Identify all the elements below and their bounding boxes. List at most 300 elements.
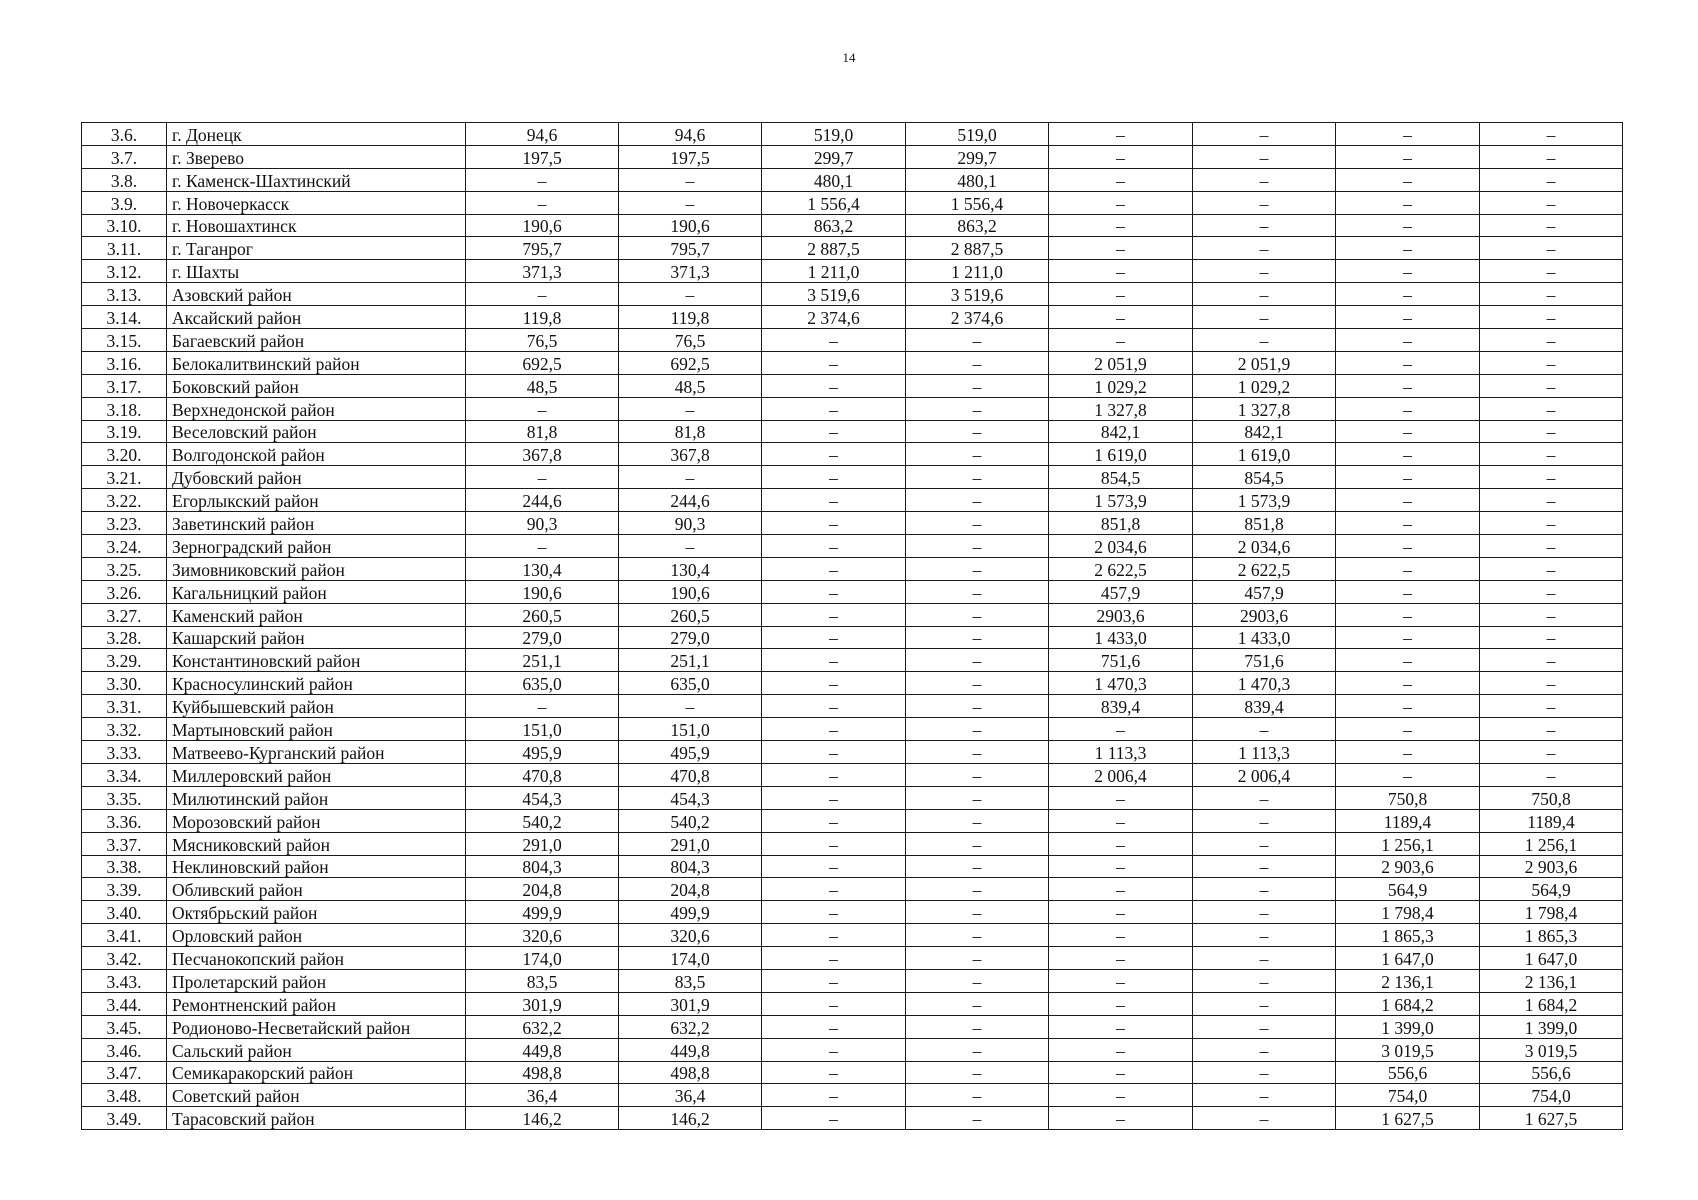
value-cell-1: –	[466, 695, 619, 718]
value-cell-5: –	[1049, 992, 1193, 1015]
value-cell-3: –	[762, 901, 906, 924]
row-number-cell: 3.9.	[82, 191, 167, 214]
row-number-cell: 3.27.	[82, 603, 167, 626]
value-cell-1: 251,1	[466, 649, 619, 672]
value-cell-1: 371,3	[466, 260, 619, 283]
value-cell-3: 2 887,5	[762, 237, 906, 260]
value-cell-8: –	[1480, 168, 1623, 191]
value-cell-6: 2903,6	[1193, 603, 1336, 626]
value-cell-8: 1 865,3	[1480, 924, 1623, 947]
value-cell-2: 174,0	[619, 947, 762, 970]
row-number-cell: 3.10.	[82, 214, 167, 237]
district-name-cell: Милютинский район	[167, 786, 466, 809]
value-cell-4: –	[906, 718, 1049, 741]
value-cell-1: 81,8	[466, 420, 619, 443]
value-cell-2: 367,8	[619, 443, 762, 466]
value-cell-5: –	[1049, 1015, 1193, 1038]
value-cell-2: 692,5	[619, 351, 762, 374]
table-row	[82, 763, 1623, 786]
value-cell-8: –	[1480, 695, 1623, 718]
row-number-cell: 3.6.	[82, 123, 167, 146]
value-cell-2: 119,8	[619, 306, 762, 329]
value-cell-4: –	[906, 580, 1049, 603]
value-cell-7: –	[1336, 123, 1480, 146]
row-number-cell: 3.26.	[82, 580, 167, 603]
row-number-cell: 3.17.	[82, 374, 167, 397]
table-row	[82, 832, 1623, 855]
value-cell-4: 519,0	[906, 123, 1049, 146]
value-cell-7: –	[1336, 535, 1480, 558]
table-row	[82, 947, 1623, 970]
value-cell-3: –	[762, 763, 906, 786]
district-name-cell: Мартыновский район	[167, 718, 466, 741]
value-cell-4: –	[906, 374, 1049, 397]
table-row	[82, 489, 1623, 512]
value-cell-5: –	[1049, 1038, 1193, 1061]
value-cell-1: 320,6	[466, 924, 619, 947]
value-cell-4: –	[906, 672, 1049, 695]
value-cell-6: 1 573,9	[1193, 489, 1336, 512]
value-cell-4: –	[906, 992, 1049, 1015]
value-cell-8: –	[1480, 603, 1623, 626]
value-cell-8: 556,6	[1480, 1061, 1623, 1084]
value-cell-2: 795,7	[619, 237, 762, 260]
value-cell-2: 499,9	[619, 901, 762, 924]
value-cell-7: –	[1336, 351, 1480, 374]
district-name-cell: Зерноградский район	[167, 535, 466, 558]
row-number-cell: 3.37.	[82, 832, 167, 855]
value-cell-7: 564,9	[1336, 878, 1480, 901]
value-cell-7: 1 627,5	[1336, 1107, 1480, 1130]
value-cell-5: –	[1049, 1061, 1193, 1084]
value-cell-1: 454,3	[466, 786, 619, 809]
value-cell-8: 1 798,4	[1480, 901, 1623, 924]
value-cell-2: 449,8	[619, 1038, 762, 1061]
value-cell-7: –	[1336, 557, 1480, 580]
value-cell-4: 1 211,0	[906, 260, 1049, 283]
value-cell-1: 76,5	[466, 329, 619, 352]
value-cell-4: –	[906, 1015, 1049, 1038]
district-name-cell: Обливский район	[167, 878, 466, 901]
row-number-cell: 3.44.	[82, 992, 167, 1015]
row-number-cell: 3.7.	[82, 145, 167, 168]
value-cell-7: –	[1336, 763, 1480, 786]
value-cell-3: –	[762, 535, 906, 558]
value-cell-1: 90,3	[466, 512, 619, 535]
value-cell-7: –	[1336, 214, 1480, 237]
value-cell-4: –	[906, 1107, 1049, 1130]
value-cell-1: 190,6	[466, 580, 619, 603]
value-cell-6: –	[1193, 947, 1336, 970]
value-cell-2: 260,5	[619, 603, 762, 626]
value-cell-7: –	[1336, 718, 1480, 741]
value-cell-4: –	[906, 603, 1049, 626]
district-name-cell: г. Зверево	[167, 145, 466, 168]
value-cell-3: –	[762, 580, 906, 603]
value-cell-4: 863,2	[906, 214, 1049, 237]
value-cell-5: –	[1049, 947, 1193, 970]
table-row	[82, 1107, 1623, 1130]
value-cell-3: –	[762, 878, 906, 901]
value-cell-5: 2 622,5	[1049, 557, 1193, 580]
value-cell-1: 692,5	[466, 351, 619, 374]
row-number-cell: 3.31.	[82, 695, 167, 718]
value-cell-4: –	[906, 901, 1049, 924]
district-name-cell: Верхнедонской район	[167, 397, 466, 420]
table-row	[82, 855, 1623, 878]
value-cell-6: 1 029,2	[1193, 374, 1336, 397]
value-cell-6: 751,6	[1193, 649, 1336, 672]
value-cell-6: –	[1193, 1061, 1336, 1084]
district-name-cell: Песчанокопский район	[167, 947, 466, 970]
table-row	[82, 580, 1623, 603]
row-number-cell: 3.46.	[82, 1038, 167, 1061]
district-name-cell: Ремонтненский район	[167, 992, 466, 1015]
district-name-cell: Константиновский район	[167, 649, 466, 672]
district-name-cell: Азовский район	[167, 283, 466, 306]
value-cell-2: 251,1	[619, 649, 762, 672]
value-cell-2: 146,2	[619, 1107, 762, 1130]
table-row	[82, 443, 1623, 466]
value-cell-4: –	[906, 397, 1049, 420]
row-number-cell: 3.8.	[82, 168, 167, 191]
value-cell-5: –	[1049, 718, 1193, 741]
row-number-cell: 3.15.	[82, 329, 167, 352]
value-cell-6: 1 327,8	[1193, 397, 1336, 420]
value-cell-7: –	[1336, 145, 1480, 168]
value-cell-3: –	[762, 718, 906, 741]
district-name-cell: Семикаракорский район	[167, 1061, 466, 1084]
value-cell-7: –	[1336, 260, 1480, 283]
value-cell-5: –	[1049, 924, 1193, 947]
value-cell-8: –	[1480, 306, 1623, 329]
row-number-cell: 3.39.	[82, 878, 167, 901]
value-cell-7: –	[1336, 191, 1480, 214]
value-cell-5: 2 034,6	[1049, 535, 1193, 558]
value-cell-7: 2 903,6	[1336, 855, 1480, 878]
row-number-cell: 3.22.	[82, 489, 167, 512]
value-cell-6: –	[1193, 191, 1336, 214]
value-cell-4: –	[906, 695, 1049, 718]
district-name-cell: Родионово-Несветайский район	[167, 1015, 466, 1038]
value-cell-8: –	[1480, 489, 1623, 512]
value-cell-6: 1 619,0	[1193, 443, 1336, 466]
table-row	[82, 191, 1623, 214]
value-cell-5: –	[1049, 969, 1193, 992]
row-number-cell: 3.30.	[82, 672, 167, 695]
value-cell-6: –	[1193, 924, 1336, 947]
value-cell-4: –	[906, 351, 1049, 374]
value-cell-5: 1 573,9	[1049, 489, 1193, 512]
district-name-cell: Волгодонской район	[167, 443, 466, 466]
district-name-cell: Советский район	[167, 1084, 466, 1107]
value-cell-8: –	[1480, 466, 1623, 489]
value-cell-2: 371,3	[619, 260, 762, 283]
value-cell-2: –	[619, 535, 762, 558]
value-cell-8: –	[1480, 626, 1623, 649]
table-row	[82, 351, 1623, 374]
value-cell-3: –	[762, 809, 906, 832]
district-name-cell: Егорлыкский район	[167, 489, 466, 512]
value-cell-7: 556,6	[1336, 1061, 1480, 1084]
value-cell-7: –	[1336, 649, 1480, 672]
district-name-cell: Кагальницкий район	[167, 580, 466, 603]
value-cell-7: –	[1336, 695, 1480, 718]
value-cell-4: –	[906, 1084, 1049, 1107]
table-row	[82, 786, 1623, 809]
value-cell-7: 1 256,1	[1336, 832, 1480, 855]
district-name-cell: Неклиновский район	[167, 855, 466, 878]
table-row	[82, 626, 1623, 649]
value-cell-1: 499,9	[466, 901, 619, 924]
value-cell-7: –	[1336, 512, 1480, 535]
value-cell-4: –	[906, 443, 1049, 466]
value-cell-3: –	[762, 626, 906, 649]
value-cell-5: –	[1049, 260, 1193, 283]
value-cell-4: –	[906, 466, 1049, 489]
value-cell-2: 495,9	[619, 741, 762, 764]
table-row	[82, 924, 1623, 947]
value-cell-7: –	[1336, 466, 1480, 489]
value-cell-6: –	[1193, 260, 1336, 283]
district-name-cell: Миллеровский район	[167, 763, 466, 786]
row-number-cell: 3.48.	[82, 1084, 167, 1107]
value-cell-5: 851,8	[1049, 512, 1193, 535]
table-row	[82, 901, 1623, 924]
district-name-cell: г. Каменск-Шахтинский	[167, 168, 466, 191]
value-cell-1: 204,8	[466, 878, 619, 901]
table-row	[82, 329, 1623, 352]
district-name-cell: Каменский район	[167, 603, 466, 626]
district-name-cell: Орловский район	[167, 924, 466, 947]
value-cell-6: 1 113,3	[1193, 741, 1336, 764]
table-row	[82, 283, 1623, 306]
value-cell-7: –	[1336, 443, 1480, 466]
table-row	[82, 420, 1623, 443]
value-cell-3: 480,1	[762, 168, 906, 191]
table-row	[82, 718, 1623, 741]
value-cell-2: 90,3	[619, 512, 762, 535]
value-cell-6: –	[1193, 901, 1336, 924]
value-cell-1: 197,5	[466, 145, 619, 168]
value-cell-3: –	[762, 397, 906, 420]
value-cell-2: 83,5	[619, 969, 762, 992]
value-cell-6: –	[1193, 992, 1336, 1015]
value-cell-7: –	[1336, 237, 1480, 260]
row-number-cell: 3.18.	[82, 397, 167, 420]
table-row	[82, 741, 1623, 764]
value-cell-4: –	[906, 420, 1049, 443]
data-table	[81, 122, 1623, 1130]
value-cell-8: –	[1480, 374, 1623, 397]
table-row	[82, 992, 1623, 1015]
value-cell-2: 320,6	[619, 924, 762, 947]
row-number-cell: 3.29.	[82, 649, 167, 672]
value-cell-3: 863,2	[762, 214, 906, 237]
value-cell-6: 1 470,3	[1193, 672, 1336, 695]
row-number-cell: 3.19.	[82, 420, 167, 443]
value-cell-2: 76,5	[619, 329, 762, 352]
value-cell-5: –	[1049, 306, 1193, 329]
district-name-cell: Морозовский район	[167, 809, 466, 832]
value-cell-1: 190,6	[466, 214, 619, 237]
value-cell-6: –	[1193, 809, 1336, 832]
value-cell-1: 540,2	[466, 809, 619, 832]
value-cell-3: 299,7	[762, 145, 906, 168]
row-number-cell: 3.35.	[82, 786, 167, 809]
value-cell-5: –	[1049, 1107, 1193, 1130]
table-row	[82, 557, 1623, 580]
value-cell-3: –	[762, 649, 906, 672]
value-cell-1: 244,6	[466, 489, 619, 512]
value-cell-1: 291,0	[466, 832, 619, 855]
value-cell-6: –	[1193, 878, 1336, 901]
value-cell-2: 632,2	[619, 1015, 762, 1038]
value-cell-7: –	[1336, 603, 1480, 626]
value-cell-6: 854,5	[1193, 466, 1336, 489]
value-cell-8: –	[1480, 191, 1623, 214]
value-cell-5: –	[1049, 145, 1193, 168]
value-cell-2: 190,6	[619, 580, 762, 603]
value-cell-3: –	[762, 466, 906, 489]
value-cell-2: 151,0	[619, 718, 762, 741]
district-name-cell: Матвеево-Курганский район	[167, 741, 466, 764]
value-cell-6: 2 034,6	[1193, 535, 1336, 558]
district-name-cell: Заветинский район	[167, 512, 466, 535]
table-row	[82, 1061, 1623, 1084]
value-cell-8: 1 399,0	[1480, 1015, 1623, 1038]
value-cell-7: 1 684,2	[1336, 992, 1480, 1015]
district-name-cell: г. Новошахтинск	[167, 214, 466, 237]
value-cell-4: 1 556,4	[906, 191, 1049, 214]
value-cell-8: –	[1480, 718, 1623, 741]
value-cell-6: 2 051,9	[1193, 351, 1336, 374]
value-cell-3: –	[762, 1038, 906, 1061]
value-cell-6: –	[1193, 145, 1336, 168]
value-cell-3: –	[762, 695, 906, 718]
value-cell-5: –	[1049, 123, 1193, 146]
value-cell-7: –	[1336, 306, 1480, 329]
value-cell-2: 470,8	[619, 763, 762, 786]
value-cell-8: 3 019,5	[1480, 1038, 1623, 1061]
value-cell-7: –	[1336, 374, 1480, 397]
value-cell-4: –	[906, 832, 1049, 855]
table-row	[82, 1084, 1623, 1107]
value-cell-8: –	[1480, 145, 1623, 168]
value-cell-3: –	[762, 832, 906, 855]
value-cell-2: –	[619, 397, 762, 420]
value-cell-8: –	[1480, 512, 1623, 535]
value-cell-3: –	[762, 786, 906, 809]
district-name-cell: Боковский район	[167, 374, 466, 397]
value-cell-4: –	[906, 557, 1049, 580]
value-cell-2: –	[619, 283, 762, 306]
value-cell-4: –	[906, 809, 1049, 832]
value-cell-6: 457,9	[1193, 580, 1336, 603]
value-cell-5: –	[1049, 878, 1193, 901]
table-row	[82, 649, 1623, 672]
value-cell-5: 839,4	[1049, 695, 1193, 718]
value-cell-1: –	[466, 283, 619, 306]
value-cell-6: –	[1193, 786, 1336, 809]
value-cell-5: –	[1049, 832, 1193, 855]
row-number-cell: 3.24.	[82, 535, 167, 558]
value-cell-1: 635,0	[466, 672, 619, 695]
district-name-cell: Куйбышевский район	[167, 695, 466, 718]
row-number-cell: 3.16.	[82, 351, 167, 374]
table-row	[82, 695, 1623, 718]
value-cell-1: 94,6	[466, 123, 619, 146]
value-cell-7: –	[1336, 329, 1480, 352]
value-cell-4: –	[906, 1038, 1049, 1061]
value-cell-4: –	[906, 489, 1049, 512]
value-cell-3: –	[762, 969, 906, 992]
row-number-cell: 3.23.	[82, 512, 167, 535]
value-cell-3: –	[762, 924, 906, 947]
value-cell-5: –	[1049, 1084, 1193, 1107]
value-cell-4: –	[906, 924, 1049, 947]
district-name-cell: г. Шахты	[167, 260, 466, 283]
value-cell-2: 279,0	[619, 626, 762, 649]
value-cell-3: –	[762, 1107, 906, 1130]
value-cell-1: 470,8	[466, 763, 619, 786]
value-cell-4: –	[906, 786, 1049, 809]
value-cell-6: 2 622,5	[1193, 557, 1336, 580]
value-cell-7: –	[1336, 283, 1480, 306]
value-cell-8: 2 903,6	[1480, 855, 1623, 878]
row-number-cell: 3.13.	[82, 283, 167, 306]
value-cell-7: 750,8	[1336, 786, 1480, 809]
value-cell-8: 564,9	[1480, 878, 1623, 901]
value-cell-8: –	[1480, 351, 1623, 374]
value-cell-3: –	[762, 1015, 906, 1038]
value-cell-6: –	[1193, 855, 1336, 878]
value-cell-4: –	[906, 535, 1049, 558]
value-cell-1: –	[466, 168, 619, 191]
value-cell-5: 1 470,3	[1049, 672, 1193, 695]
value-cell-1: 804,3	[466, 855, 619, 878]
value-cell-2: 244,6	[619, 489, 762, 512]
value-cell-1: 48,5	[466, 374, 619, 397]
value-cell-4: –	[906, 878, 1049, 901]
value-cell-8: –	[1480, 397, 1623, 420]
value-cell-8: –	[1480, 237, 1623, 260]
value-cell-2: 197,5	[619, 145, 762, 168]
row-number-cell: 3.32.	[82, 718, 167, 741]
value-cell-8: –	[1480, 557, 1623, 580]
row-number-cell: 3.25.	[82, 557, 167, 580]
district-name-cell: Аксайский район	[167, 306, 466, 329]
value-cell-8: –	[1480, 420, 1623, 443]
value-cell-7: –	[1336, 168, 1480, 191]
value-cell-2: 498,8	[619, 1061, 762, 1084]
value-cell-8: –	[1480, 649, 1623, 672]
value-cell-4: –	[906, 626, 1049, 649]
value-cell-3: –	[762, 420, 906, 443]
row-number-cell: 3.33.	[82, 741, 167, 764]
value-cell-1: 260,5	[466, 603, 619, 626]
value-cell-8: –	[1480, 672, 1623, 695]
value-cell-7: –	[1336, 489, 1480, 512]
row-number-cell: 3.38.	[82, 855, 167, 878]
value-cell-8: –	[1480, 214, 1623, 237]
table-row	[82, 535, 1623, 558]
district-name-cell: Дубовский район	[167, 466, 466, 489]
value-cell-5: 842,1	[1049, 420, 1193, 443]
value-cell-2: –	[619, 168, 762, 191]
value-cell-7: 1 865,3	[1336, 924, 1480, 947]
value-cell-2: 190,6	[619, 214, 762, 237]
